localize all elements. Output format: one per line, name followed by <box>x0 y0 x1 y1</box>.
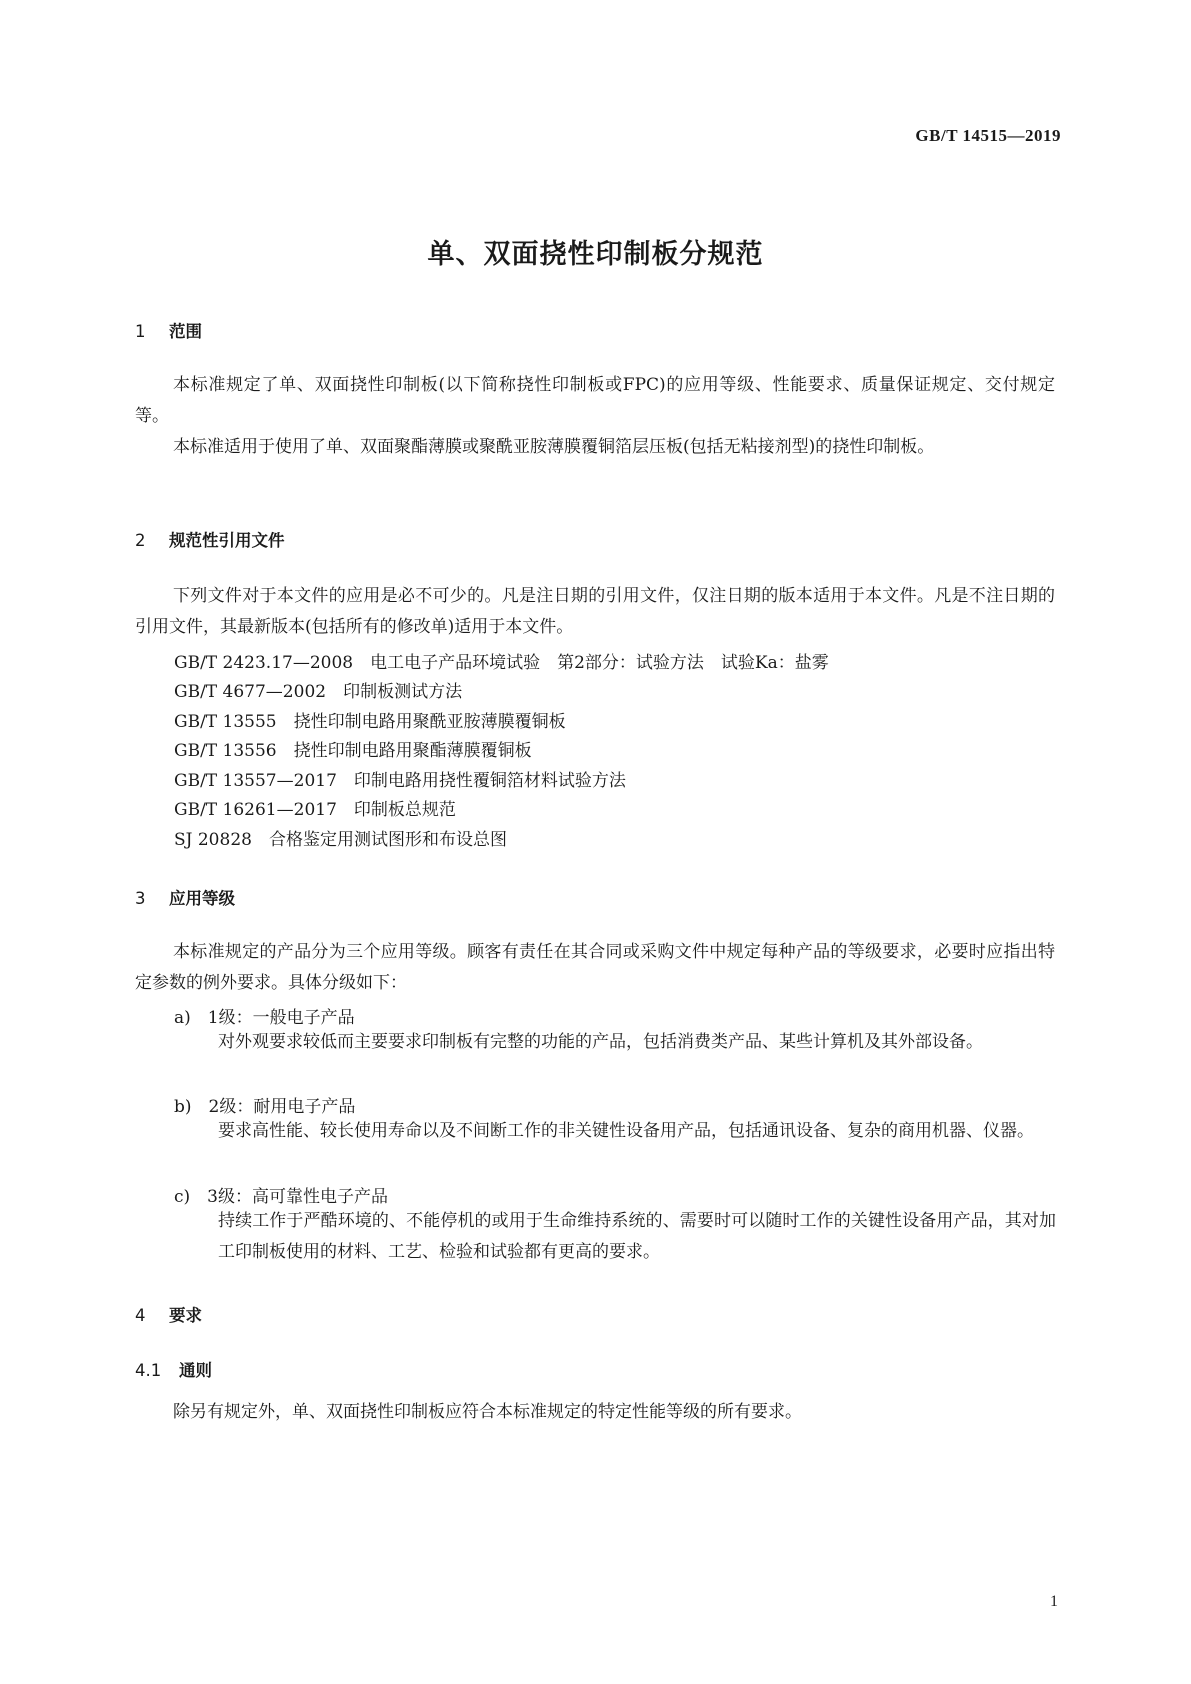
references-intro: 下列文件对于本文件的应用是必不可少的。凡是注日期的引用文件，仅注日期的版本适用于本文件。凡是不注日期的引用文件，其最新版本(包括所有的修改单)适用于本文件。 <box>135 586 1055 637</box>
scope-paragraph-1: 本标准规定了单、双面挠性印制板(以下简称挠性印制板或FPC)的应用等级、性能要求、质量保证规定、交付规定等。 <box>135 375 1055 426</box>
section-heading-requirements <box>135 1302 202 1326</box>
subsection-heading-general <box>135 1357 212 1381</box>
class-item-body: 持续工作于严酷环境的、不能停机的或用于生命维持系统的、需要时可以随时工作的关键性设备用产品，其对加工印制板使用的材料、工艺、检验和试验都有更高的要求。 <box>218 1211 1056 1262</box>
general-requirement-text: 除另有规定外，单、双面挠性印制板应符合本标准规定的特定性能等级的所有要求。 <box>173 1402 802 1422</box>
reference-item: GB/T 16261—2017 印制板总规范 <box>174 800 456 820</box>
scope-paragraph-2: 本标准适用于使用了单、双面聚酯薄膜或聚酰亚胺薄膜覆铜箔层压板(包括无粘接剂型)的挠性印制板。 <box>173 437 935 457</box>
section-title: 规范性引用文件 <box>169 531 285 550</box>
section-title: 应用等级 <box>169 889 235 908</box>
section-heading-application-class <box>135 885 235 909</box>
class-item-label: b) 2级：耐用电子产品 <box>174 1097 356 1117</box>
section-number: 3 <box>135 889 146 908</box>
subsection-title: 通则 <box>179 1361 212 1380</box>
class-item-body: 要求高性能、较长使用寿命以及不间断工作的非关键性设备用产品，包括通讯设备、复杂的商用机器、仪器。 <box>218 1121 1034 1141</box>
class-item-label: a) 1级：一般电子产品 <box>174 1008 355 1028</box>
page-number: 1 <box>1050 1593 1058 1610</box>
reference-item: SJ 20828 合格鉴定用测试图形和布设总图 <box>174 830 507 850</box>
class-item-label: c) 3级：高可靠性电子产品 <box>174 1187 388 1207</box>
class-item-body: 对外观要求较低而主要要求印制板有完整的功能的产品，包括消费类产品、某些计算机及其外部设备。 <box>218 1032 983 1052</box>
section-number: 4 <box>135 1306 146 1325</box>
section-heading-scope <box>135 318 202 342</box>
reference-item: GB/T 2423.17—2008 电工电子产品环境试验 第2部分：试验方法 试验Ka：盐雾 <box>174 653 829 673</box>
reference-item: GB/T 4677—2002 印制板测试方法 <box>174 682 463 702</box>
section-number: 1 <box>135 322 146 341</box>
section-number: 2 <box>135 531 146 550</box>
section-title: 范围 <box>169 322 202 341</box>
application-class-intro: 本标准规定的产品分为三个应用等级。顾客有责任在其合同或采购文件中规定每种产品的等级要求，必要时应指出特定参数的例外要求。具体分级如下： <box>135 942 1055 993</box>
standard-code: GB/T 14515—2019 <box>915 126 1061 145</box>
reference-item: GB/T 13555 挠性印制电路用聚酰亚胺薄膜覆铜板 <box>174 712 566 732</box>
section-heading-normative-references <box>135 527 285 551</box>
reference-item: GB/T 13556 挠性印制电路用聚酯薄膜覆铜板 <box>174 741 532 761</box>
subsection-number: 4.1 <box>135 1361 162 1380</box>
reference-item: GB/T 13557—2017 印制电路用挠性覆铜箔材料试验方法 <box>174 771 626 791</box>
document-title: 单、双面挠性印制板分规范 <box>427 239 764 270</box>
section-title: 要求 <box>169 1306 202 1325</box>
